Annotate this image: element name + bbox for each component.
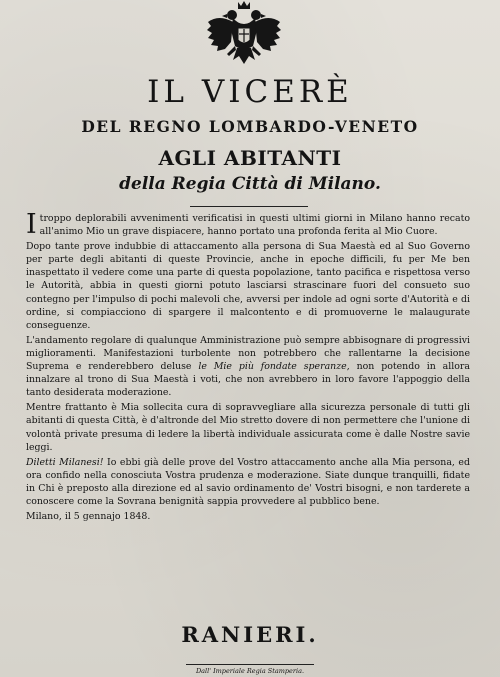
paragraph-3 <box>26 334 470 399</box>
paragraph-1 <box>26 209 470 240</box>
heading-addressee: AGLI ABITANTI <box>158 146 342 170</box>
signature: RANIERI. <box>181 622 319 647</box>
paragraph-5-italic-lead: Diletti Milanesi! <box>26 456 104 468</box>
double-headed-eagle-emblem <box>205 0 283 72</box>
printer-imprint: Dall' Imperiale Regia Stamperia. <box>195 667 305 675</box>
paragraph-3-italic: le Mie più fondate speranze <box>198 361 347 373</box>
paragraph-5 <box>26 456 470 508</box>
paragraph-3-text-before: L'andamento regolare di qualunque Amministrazione può sempre abbisognare di progressivi miglioramenti. Manifestazioni turbolente non potrebbero che rallentarne la decisione Suprema e renderebbero deluse <box>26 334 470 373</box>
heading-kingdom: DEL REGNO LOMBARDO-VENETO <box>81 117 419 136</box>
heading-divider <box>190 206 308 207</box>
paragraph-5-text: Io ebbi già delle prove del Vostro attaccamento anche alla Mia persona, ed ora confido nella conosciuta Vostra prudenza e moderazione. Siate dunque tranquilli, fidate in Chi è preposto alla direzione ed al savio ordinamento de' Vostri bisogni, e non tarderete a conoscere come la Sovrana benignità sappia provvedere al pubblico bene. <box>26 456 470 507</box>
heading-viceroy: IL VICERÈ <box>147 74 353 110</box>
paragraph-4: Mentre frattanto è Mia sollecita cura di sopravvegliare alla sicurezza personale di tutti gli abitanti di questa Città, è d'altronde del Mio stretto dovere di non permettere che l'unione di volontà private presuma di ledere la libertà individuale assicurata come è dalle Nostre savie leggi. <box>26 402 470 453</box>
proclamation-body <box>26 209 470 525</box>
heading-city: della Regia Città di Milano. <box>119 174 381 194</box>
paragraph-2: Dopo tante prove indubbie di attaccamento alla persona di Sua Maestà ed al Suo Governo per parte degli abitanti di queste Provincie, anche in epoche difficili, fu per Me ben inaspettato il vedere come una parte di questa popolazione, tanto pacifica e rispettosa verso le Autorità, abbia in questi giorni potuto lasciarsi strascinare fuori del consueto suo contegno per l'impulso di pochi malevoli che, avversi per indole ad ogni sorte d'Autorità e di ordine, si compiacciono di spargere il malcontento e di promuoverne le malaugurate conseguenze. <box>26 241 470 331</box>
drop-cap: I <box>26 209 37 240</box>
footer-divider <box>186 664 314 665</box>
date-line: Milano, il 5 gennajo 1848. <box>26 511 151 523</box>
paragraph-3-text-after: , non potendo in allora innalzare al trono di Sua Maestà i voti, che non avrebbero in loro favore l'appoggio della tanto desiderata moderazione. <box>26 361 470 399</box>
paragraph-1-text: troppo deplorabili avvenimenti verificatisi in questi ultimi giorni in Milano hanno recato all'animo Mio un grave dispiacere, hanno portato una profonda ferita al Mio Cuore. <box>39 213 470 238</box>
